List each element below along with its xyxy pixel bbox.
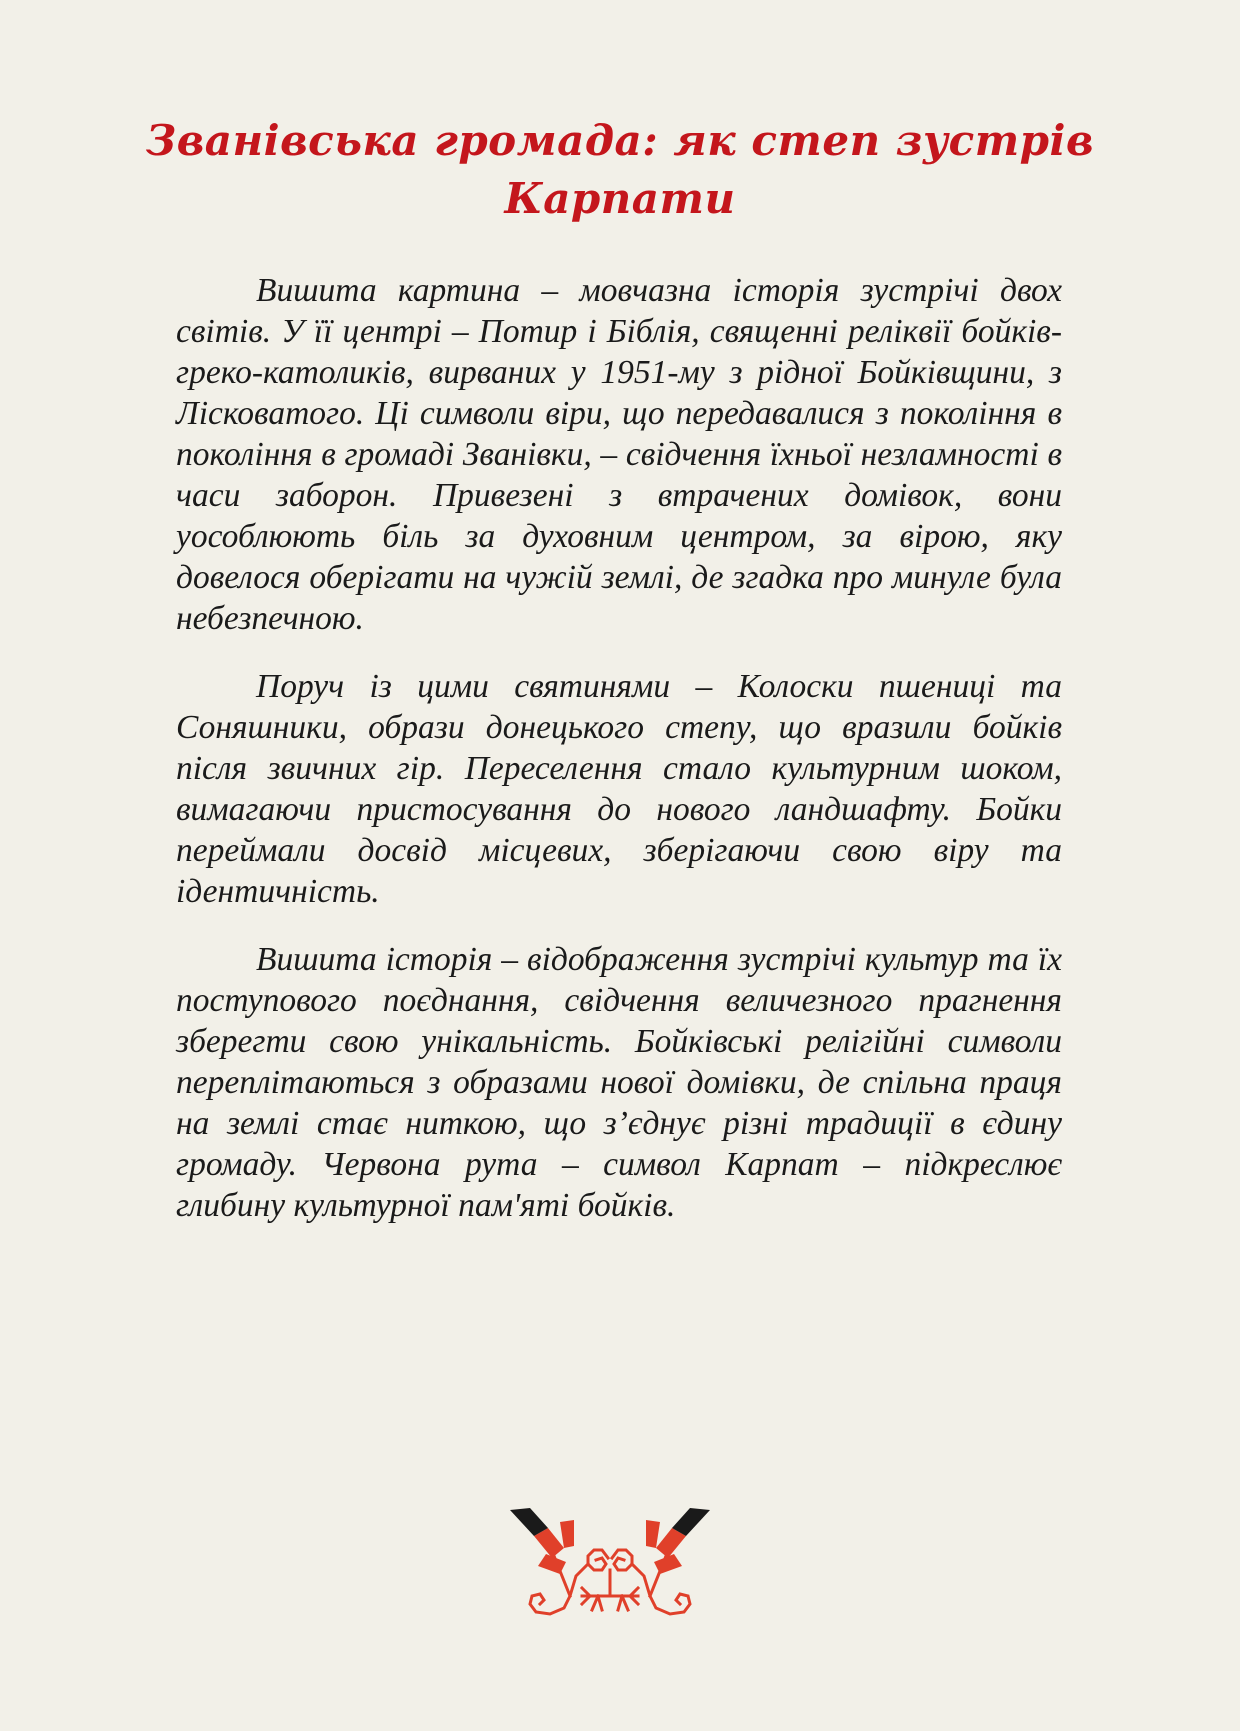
article-body xyxy=(176,270,1062,1253)
paragraph-2: Поруч із цими святинями – Колоски пшениці та Соняшники, образи донецького степу, що вразили бойків після звичних гір. Переселення стало культурним шоком, вимагаючи пристосування до нового ландшафту. Бойки переймали досвід місцевих, зберігаючи свою віру та ідентичність. xyxy=(176,668,1062,910)
embroidery-ornament-icon xyxy=(490,1500,730,1650)
page-title xyxy=(120,112,1120,228)
title-line-2: Карпати xyxy=(504,174,736,223)
title-line-1: Званівська громада: як степ зустрів xyxy=(145,116,1095,165)
paragraph-1: Вишита картина – мовчазна історія зустрічі двох світів. У її центрі – Потир і Біблія, священні реліквії бойків-греко-католиків, вирваних у 1951-му з рідної Бойківщини, з Лісковатого. Ці символи віри, що передавалися з покоління в покоління в громаді Званівки, – свідчення їхньої незламності в часи заборон. Привезені з втрачених домівок, вони уособлюють біль за духовним центром, за вірою, яку довелося оберігати на чужій землі, де згадка про минуле була небезпечною. xyxy=(176,272,1062,637)
paragraph-3: Вишита історія – відображення зустрічі культур та їх поступового поєднання, свідчення величезного прагнення зберегти свою унікальність. Бойківські релігійні символи переплітаються з образами нової домівки, де спільна праця на землі стає ниткою, що з’єднує різні традиції в єдину громаду. Червона рута – символ Карпат – підкреслює глибину культурної пам'яті бойків. xyxy=(176,941,1062,1224)
